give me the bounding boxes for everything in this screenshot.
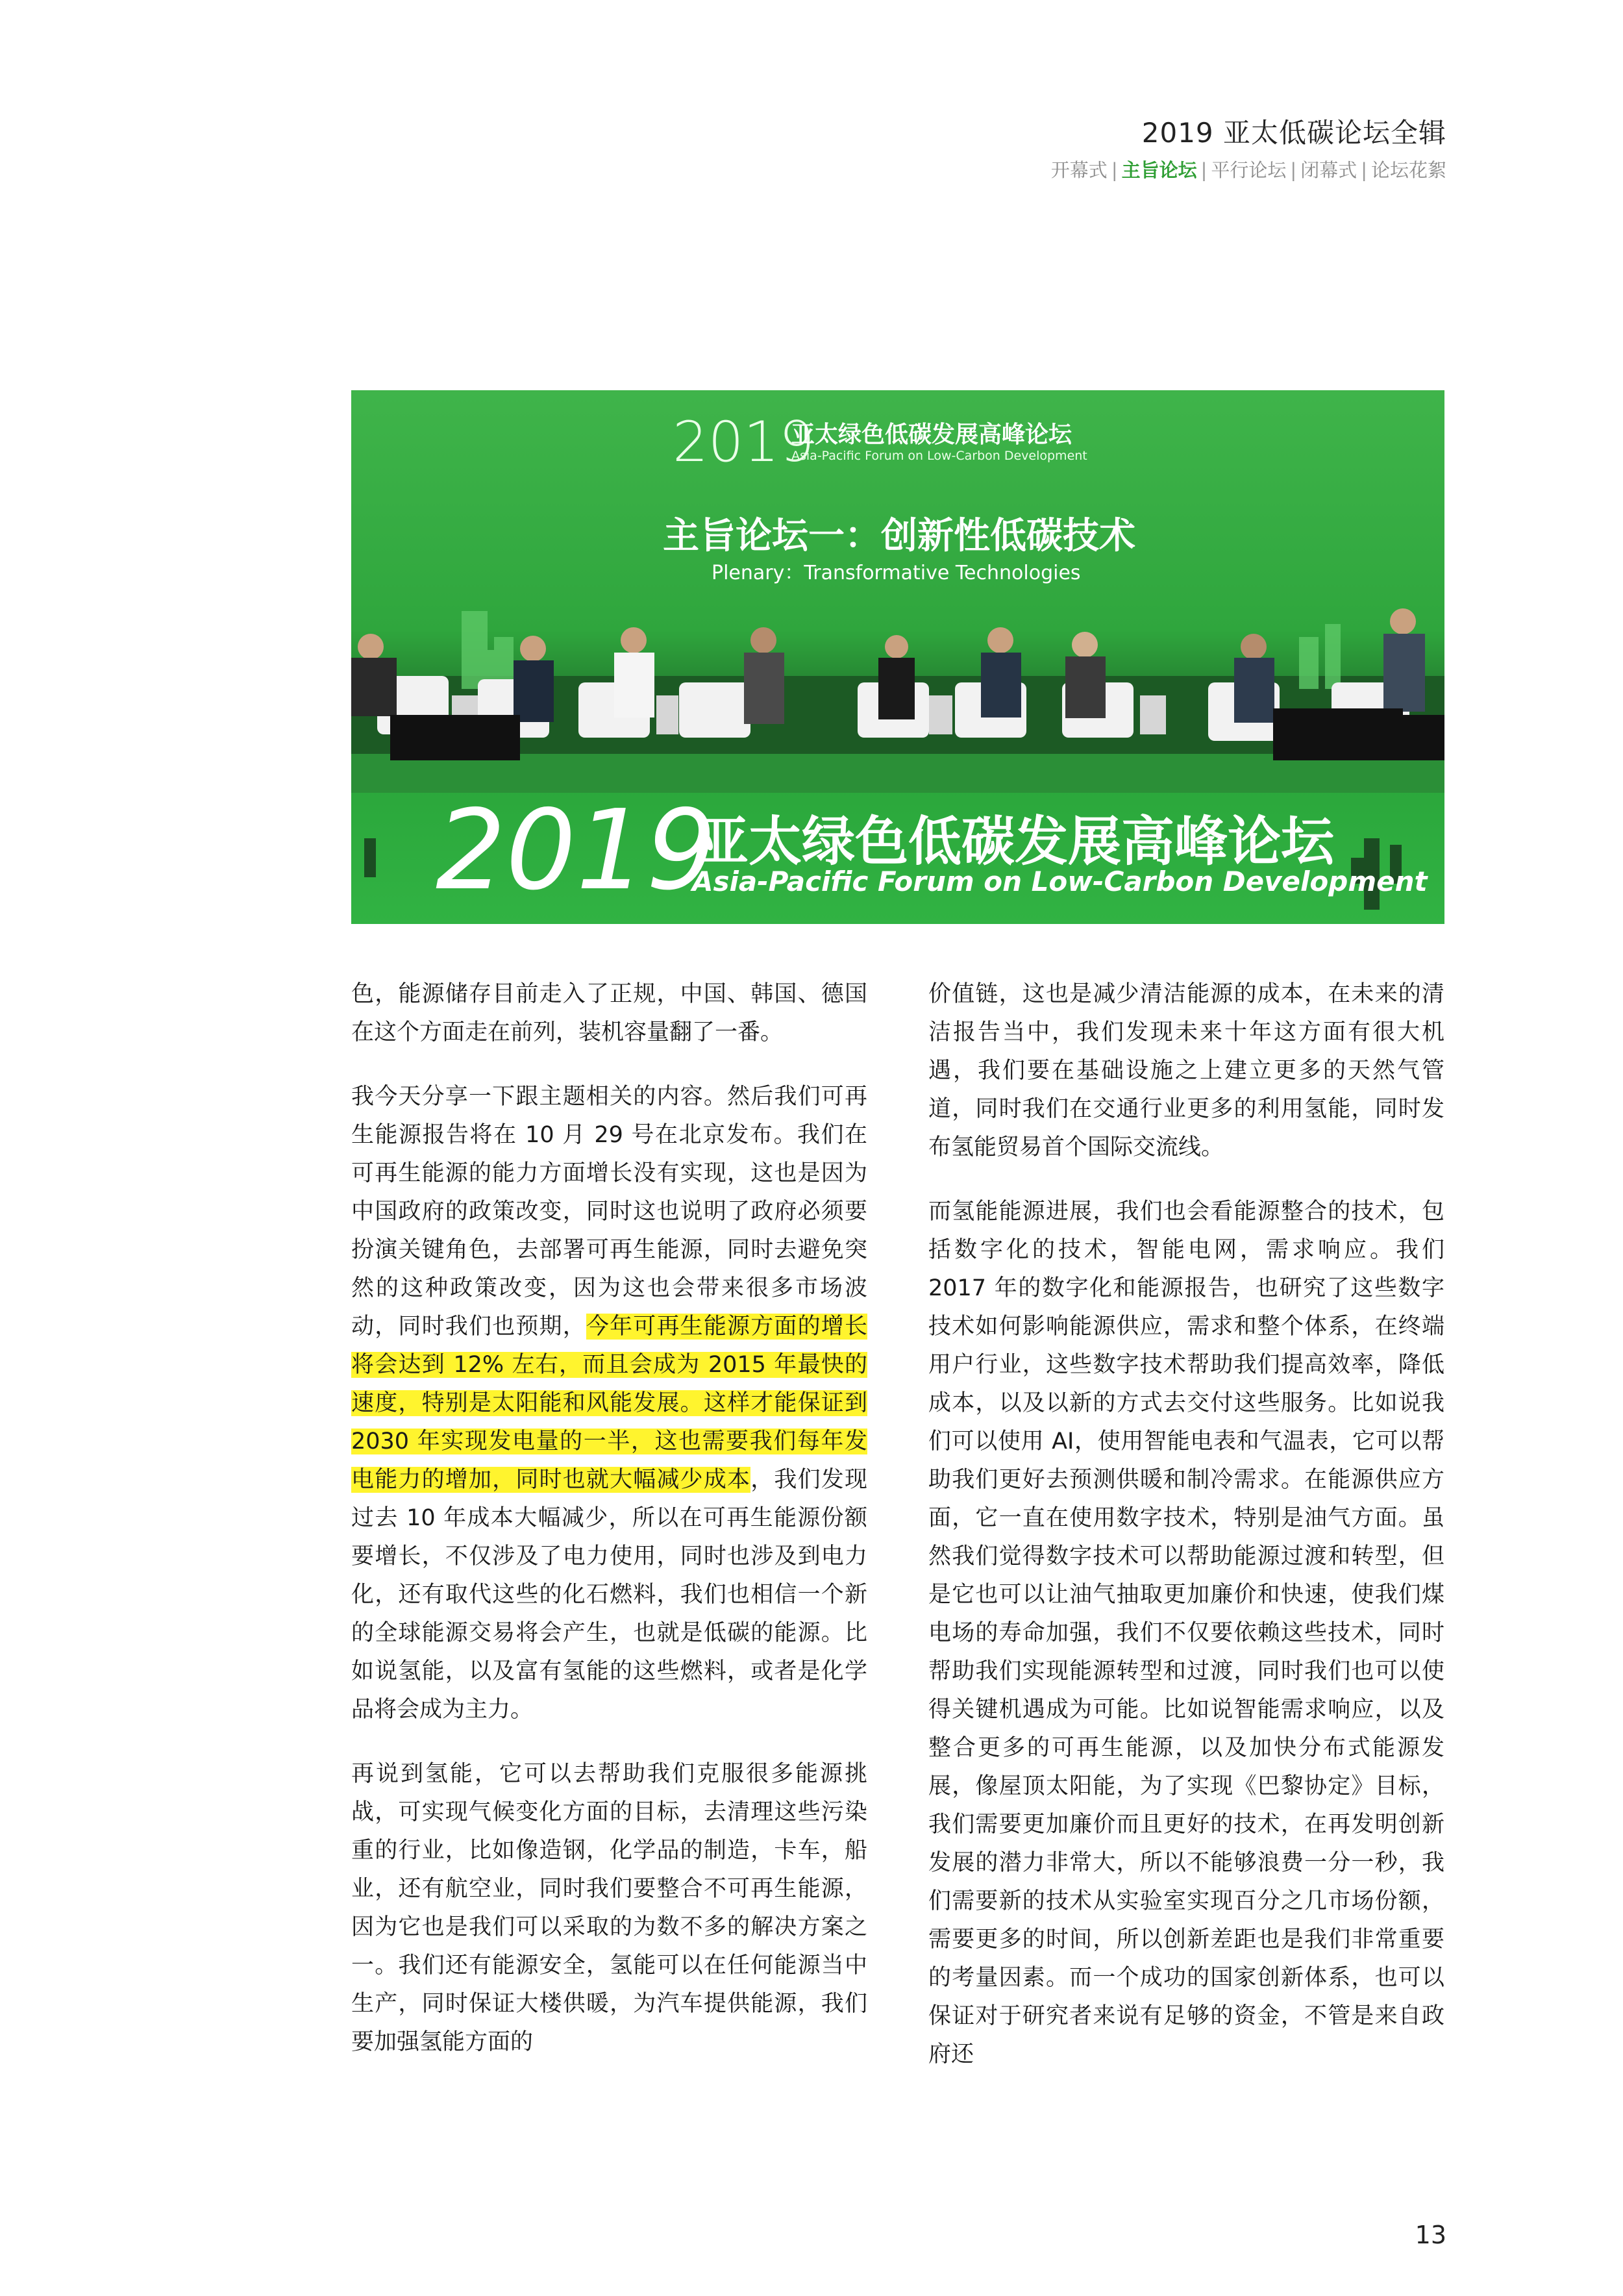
left-paragraph-2-tail: ，我们发现过去 10 年成本大幅减少，所以在可再生能源份额要增长，不仅涉及了电力使用，同时也涉及到电力化，还有取代这些的化石燃料，我们也相信一个新的全球能源交易将会产生，也就是低碳的能源。比如说氢能，以及富有氢能的这些燃料，或者是化学品将会成为主力。 — [351, 1467, 867, 1723]
nav-separator: | — [1200, 159, 1208, 181]
nav-item-opening[interactable]: 开幕式 — [1050, 159, 1108, 181]
photo-top-forum-en: Asia-Pacific Forum on Low-Carbon Development — [791, 449, 1087, 463]
nav-item-highlights[interactable]: 论坛花絮 — [1370, 159, 1446, 181]
left-text-column — [351, 975, 867, 2088]
speaker-right — [1273, 708, 1403, 760]
nav-item-plenary[interactable]: 主旨论坛 — [1121, 159, 1197, 181]
left-paragraph-3: 再说到氢能，它可以去帮助我们克服很多能源挑战，可实现气候变化方面的目标，去清理这些污染重的行业，比如像造钢，化学品的制造，卡车，船业，还有航空业，同时我们要整合不可再生能源，因为它也是我们可以采取的为数不多的解决方案之一。我们还有能源安全，氢能可以在任何能源当中生产，同时保证大楼供暖，为汽车提供能源，我们要加强氢能方面的 — [351, 1761, 867, 2055]
highlighted-text: 今年可再生能源方面的增长将会达到 12% 左右，而且会成为 2015 年最快的速度，特别是太阳能和风能发展。这样才能保证到 2030 年实现发电量的一半，这也需要我们每年发电能力的增加，同时也就大幅减少成本 — [351, 1314, 867, 1493]
nav-item-parallel[interactable]: 平行论坛 — [1211, 159, 1287, 181]
city-silhouette-left — [462, 611, 514, 689]
left-paragraph-1: 色，能源储存目前走入了正规，中国、韩国、德国在这个方面走在前列，装机容量翻了一番。 — [351, 981, 867, 1045]
photo-banner-forum-cn: 亚太绿色低碳发展高峰论坛 — [695, 811, 1335, 873]
nav-item-closing[interactable]: 闭幕式 — [1300, 159, 1357, 181]
left-paragraph-2-text: 我今天分享一下跟主题相关的内容。然后我们可再生能源报告将在 10 月 29 号在北京发布。我们在可再生能源的能力方面增长没有实现，这也是因为中国政府的政策改变，同时这也说明了政府必须要扮演关键角色，去部署可再生能源，同时去避免突然的这种政策改变，因为这也会带来很多市场波动，同时我们也预期， — [351, 1084, 867, 1340]
photo-banner-forum-en: Asia-Pacific Forum on Low-Carbon Development — [692, 866, 1428, 897]
right-paragraph-2: 而氢能能源进展，我们也会看能源整合的技术，包括数字化的技术，智能电网，需求响应。我们 2017 年的数字化和能源报告，也研究了这些数字技术如何影响能源供应，需求和整个体系，在终端用户行业，这些数字技术帮助我们提高效率，降低成本，以及以新的方式去交付这些服务。比如说我们可以使用 AI，使用智能电表和气温表，它可以帮助我们更好去预测供暖和制冷需求。在能源供应方面，它一直在使用数字技术，特别是油气方面。虽然我们觉得数字技术可以帮助能源过渡和转型，但是它也可以让油气抽取更加廉价和快速，使我们煤电场的寿命加强，我们不仅要依赖这些技术，同时帮助我们实现能源转型和过渡，同时我们也可以使得关键机遇成为可能。比如说智能需求响应，以及整合更多的可再生能源，以及加快分布式能源发展，像屋顶太阳能，为了实现《巴黎协定》目标，我们需要更加廉价而且更好的技术，在再发明创新发展的潜力非常大，所以不能够浪费一分一秒，我们需要新的技术从实验室实现百分之几市场份额，需要更多的时间，所以创新差距也是我们非常重要的考量因素。而一个成功的国家创新体系，也可以保证对于研究者来说有足够的资金，不管是来自政府还 — [928, 1199, 1444, 2067]
photo-session-title-en: Plenary：Transformative Technologies — [712, 562, 1081, 584]
nav-separator: | — [1111, 159, 1118, 181]
nav-separator: | — [1361, 159, 1367, 181]
photo-top-year: 2019 — [673, 410, 815, 475]
speaker-left — [390, 715, 520, 760]
left-paragraph-2 — [351, 1078, 867, 1729]
photo-banner-year: 2019 — [436, 786, 717, 915]
nav-separator: | — [1290, 159, 1297, 181]
forum-stage-photo — [351, 390, 1444, 924]
page-number: 13 — [1415, 2221, 1446, 2249]
photo-top-forum-cn: 亚太绿色低碳发展高峰论坛 — [791, 421, 1072, 448]
right-paragraph-1: 价值链，这也是减少清洁能源的成本，在未来的清洁报告当中，我们发现未来十年这方面有很大机遇，我们要在基础设施之上建立更多的天然气管道，同时我们在交通行业更多的利用氢能，同时发布氢能贸易首个国际交流线。 — [928, 981, 1444, 1160]
header-title: 2019 亚太低碳论坛全辑 — [1141, 117, 1446, 149]
section-nav — [1051, 156, 1446, 182]
speaker-far-right — [1403, 715, 1444, 760]
right-text-column — [928, 975, 1444, 2100]
photo-session-title-cn: 主旨论坛一：创新性低碳技术 — [663, 515, 1135, 557]
